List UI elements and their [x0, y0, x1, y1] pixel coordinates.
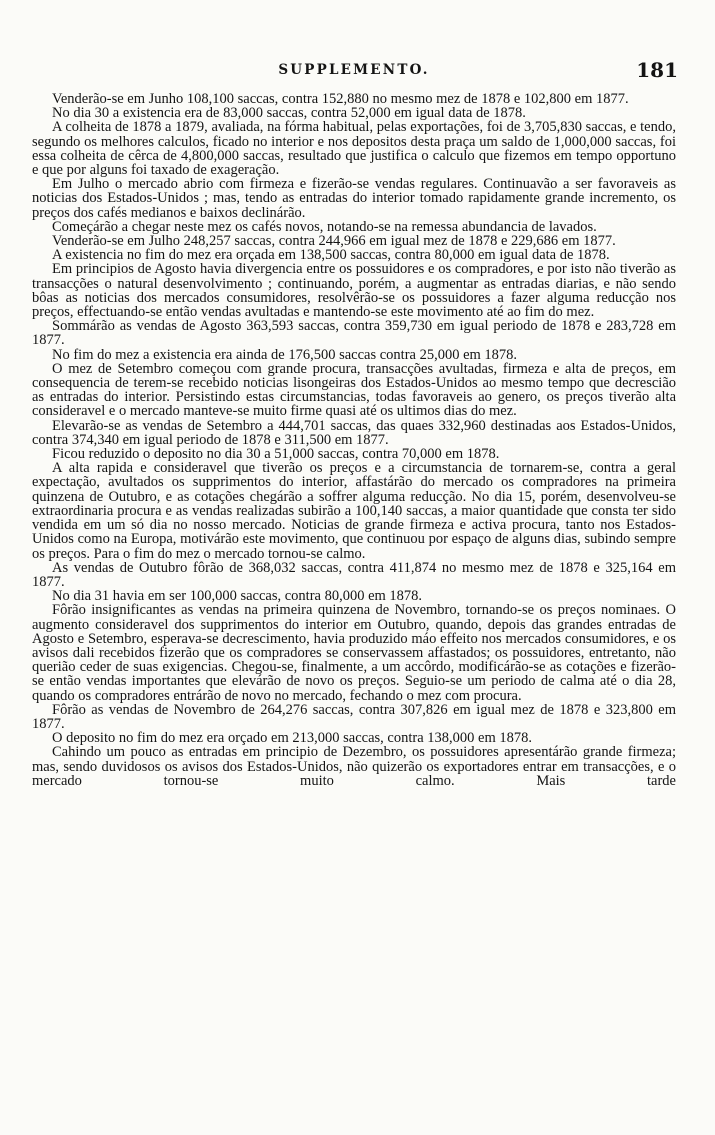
paragraph-june-sales: Venderão-se em Junho 108,100 saccas, contra 152,880 no mesmo mez de 1878 e 102,800 em 1877.	[52, 91, 629, 107]
paragraph-october-stock: No dia 31 havia em ser 100,000 saccas, contra 80,000 em 1878.	[52, 588, 423, 605]
paragraph-harvest: A colheita de 1878 a 1879, avaliada, na fórma habitual, pelas exportações, foi de 3,705,830 saccas, e tendo, segundo os melhores calculos, ficado no interior e nos depositos desta praça um saldo de 1,000,000 saccas, foi essa colheita de cêrca de 4,800,000 saccas, resultado que justifica o calculo que fizemos em tempo opportuno e que por alguns foi taxado de exageração.	[32, 119, 676, 179]
running-title: SUPPLEMENTO.	[278, 62, 430, 78]
paragraph-august-sales: Sommárão as vendas de Agosto 363,593 saccas, contra 359,730 em igual periodo de 1878 e 283,728 em 1877.	[32, 318, 676, 349]
paragraph-august-market: Em principios de Agosto havia divergencia entre os possuidores e os compradores, e por isto não tiverão as transacções o natural desenvolvimento ; continuando, porém, a augmentar as entradas diarias, e não sendo bôas as noticias dos mercados consumidores, resolvêrão-se os possuidores a fazer alguma reducção nos preços, effectuando-se então vendas avultadas e mantendo-se este movimento até ao fim do mez.	[32, 261, 676, 321]
paragraph-november-sales: Fôrão as vendas de Novembro de 264,276 saccas, contra 307,826 em igual mez de 1878 e 323,800 em 1877.	[32, 701, 676, 732]
body-text	[32, 92, 676, 788]
paragraph-july-sales: Venderão-se em Julho 248,257 saccas, contra 244,966 em igual mez de 1878 e 229,686 em 1877.	[52, 233, 616, 250]
paragraph-september-stock: Ficou reduzido o deposito no dia 30 a 51,000 saccas, contra 70,000 em 1878.	[52, 446, 500, 463]
paragraph-june-stock: No dia 30 a existencia era de 83,000 saccas, contra 52,000 em igual data de 1878.	[52, 105, 526, 122]
paragraph-november-stock: O deposito no fim do mez era orçado em 213,000 saccas, contra 138,000 em 1878.	[52, 730, 532, 747]
page-number: 181	[636, 58, 678, 82]
paragraph-july-market: Em Julho o mercado abrio com firmeza e fizerão-se vendas regulares. Continuavão a ser favoraveis as noticias dos Estados-Unidos ; mas, tendo as entradas do interior tomado rapidamente grande incremento, os preços dos cafés medianos e baixos declinárão.	[32, 176, 676, 221]
paragraph-september-market: O mez de Setembro começou com grande procura, transacções avultadas, firmeza e alta de preços, em consequencia de terem-se recebido noticias lisongeiras dos Estados-Unidos ao mesmo tempo que decrescião as entradas do interior. Persistindo estas circumstancias, todas favoraveis ao genero, os preços tiverão alta consideravel e o mercado manteve-se muito firme quasi até os ultimos dias do mez.	[32, 360, 676, 420]
paragraph-september-sales: Elevarão-se as vendas de Setembro a 444,701 saccas, das quaes 332,960 destinadas aos Estados-Unidos, contra 374,340 em igual periodo de 1878 e 311,500 em 1877.	[32, 417, 676, 448]
paragraph-july-stock: A existencia no fim do mez era orçada em 138,500 saccas, contra 80,000 em igual data de 1878.	[52, 247, 610, 264]
paragraph-october-sales: As vendas de Outubro fôrão de 368,032 saccas, contra 411,874 no mesmo mez de 1878 e 325,164 em 1877.	[32, 559, 676, 590]
paragraph-new-coffees: Começárão a chegar neste mez os cafés novos, notando-se na remessa abundancia de lavados.	[52, 218, 597, 235]
paragraph-october-market: A alta rapida e consideravel que tiverão os preços e a circumstancia de tornarem-se, contra a geral expectação, avultados os supprimentos do interior, affastárão do mercado os compradores na primeira quinzena de Outubro, e as cotações chegárão a soffrer alguma reducção. No dia 15, porém, desenvolveu-se extraordinaria procura e as vendas realizadas subirão a 100,140 saccas, a maior quantidade que consta ter sido vendida em um só dia no nosso mercado. Noticias de grande firmeza e activa procura, tanto nos Estados-Unidos como na Europa, motivárão este movimento, que continuou por espaço de alguns dias, subindo sempre os preços. Para o fim do mez o mercado tornou-se calmo.	[32, 460, 676, 562]
paragraph-november-market: Fôrão insignificantes as vendas na primeira quinzena de Novembro, tornando-se os preços nominaes. O augmento consideravel dos supprimentos do interior em Outubro, quando, depois das grandes entradas de Agosto e Setembro, esperava-se decrescimento, havia produzido máo effeito nos mercados consumidores, e os avisos dali recebidos fizerão que os compradores se conservassem affastados; os possuidores, entretanto, não querião ceder de suas exigencias. Chegou-se, finalmente, a um accôrdo, modificárão-se as cotações e fizerão-se então vendas importantes que elevárão de novo os preços. Seguio-se um periodo de calma até o dia 28, quando os compradores entrárão de novo no mercado, fechando o mez com procura.	[32, 602, 676, 704]
paragraph-august-stock: No fim do mez a existencia era ainda de 176,500 saccas contra 25,000 em 1878.	[52, 346, 518, 363]
paragraph-december-market: Cahindo um pouco as entradas em principio de Dezembro, os possuidores apresentárão grande firmeza; mas, sendo duvidosos os avisos dos Estados-Unidos, não quizerão os exportadores entrar em transacções, e o mercado tornou-se muito calmo. Mais tarde	[32, 744, 676, 789]
page-header	[30, 58, 678, 84]
